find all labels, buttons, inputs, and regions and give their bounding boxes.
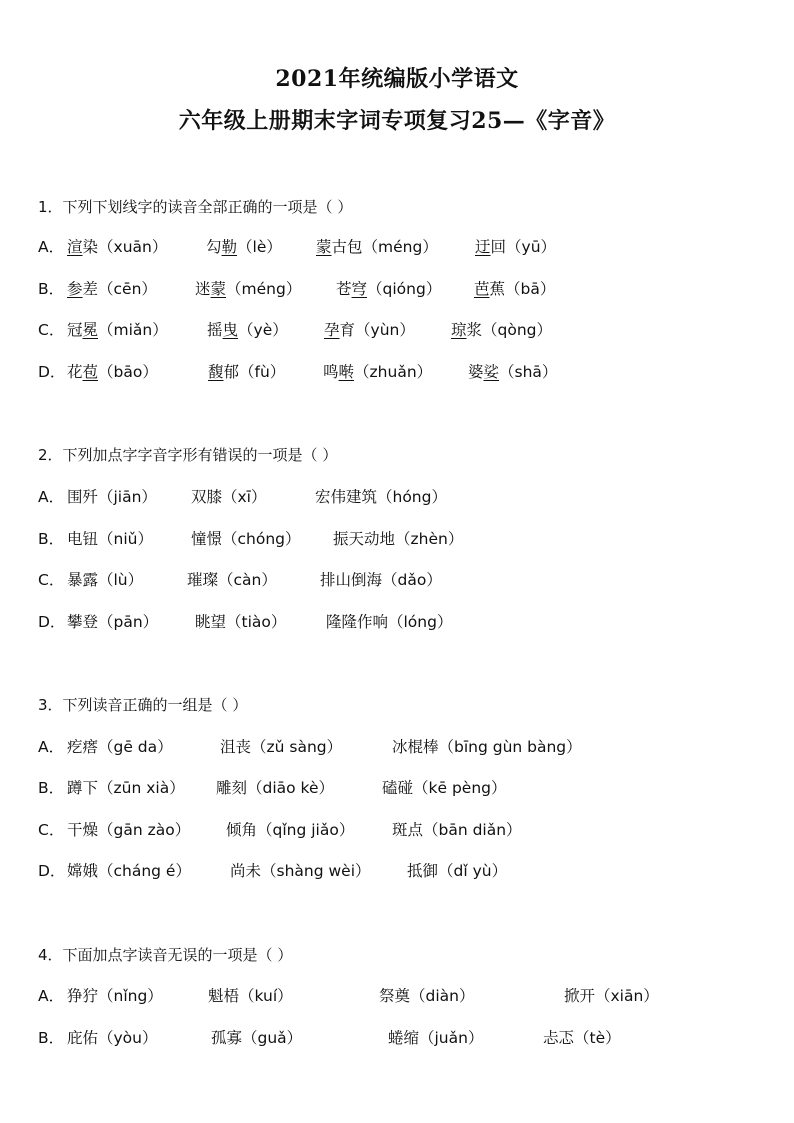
option-item: 芭蕉（bā） bbox=[474, 280, 556, 298]
option-label: B． bbox=[38, 280, 65, 298]
option-item: 掀开（xiān） bbox=[564, 987, 659, 1005]
option-item: 电钮（niǔ） bbox=[67, 530, 153, 548]
option-item: 忐忑（tè） bbox=[543, 1029, 621, 1047]
option-label: A． bbox=[38, 238, 65, 256]
underlined-char: 孕 bbox=[324, 321, 340, 339]
underlined-char: 蒙 bbox=[210, 280, 227, 298]
underlined-char: 苞 bbox=[82, 363, 99, 381]
underlined-char: 冕 bbox=[82, 321, 99, 339]
option-label: A． bbox=[38, 488, 65, 506]
option-item: 魁梧（kuí） bbox=[208, 987, 293, 1005]
underlined-char: 芭 bbox=[474, 280, 490, 298]
underlined-char: 渲 bbox=[67, 238, 83, 256]
option-item: 祭奠（diàn） bbox=[379, 987, 475, 1005]
option-item: 孤寡（guǎ） bbox=[211, 1029, 303, 1047]
option-item: 隆隆作响（lóng） bbox=[326, 613, 453, 631]
option-item: 苍穹（qióng） bbox=[336, 280, 442, 298]
option-label: A． bbox=[38, 987, 65, 1005]
option-item: 摇曳（yè） bbox=[207, 321, 288, 339]
option-item: 冠冕（miǎn） bbox=[67, 321, 168, 339]
question-1-stem: 1．下列下划线字的读音全部正确的一项是（ ） bbox=[38, 198, 353, 216]
option-label: C． bbox=[38, 571, 65, 589]
underlined-char: 蒙 bbox=[316, 238, 332, 256]
option-item: 蒙古包（méng） bbox=[316, 238, 438, 256]
question-4-stem: 4．下面加点字读音无误的一项是（ ） bbox=[38, 946, 293, 964]
option-item: 迷蒙（méng） bbox=[195, 280, 302, 298]
option-item: 憧憬（chóng） bbox=[191, 530, 301, 548]
option-item: 雕刻（diāo kè） bbox=[216, 779, 335, 797]
title-line-1: 2021年统编版小学语文 bbox=[275, 66, 519, 92]
underlined-char: 勒 bbox=[221, 238, 238, 256]
option-label: D． bbox=[38, 363, 66, 381]
underlined-char: 琼 bbox=[451, 321, 467, 339]
option-label: D． bbox=[38, 613, 66, 631]
underlined-char: 啭 bbox=[338, 363, 355, 381]
question-2-stem: 2．下列加点字字音字形有错误的一项是（ ） bbox=[38, 446, 338, 464]
option-item: 庇佑（yòu） bbox=[67, 1029, 158, 1047]
option-item: 琼浆（qòng） bbox=[451, 321, 553, 339]
option-item: 磕碰（kē pèng） bbox=[382, 779, 507, 797]
option-item: 斑点（bān diǎn） bbox=[392, 821, 522, 839]
option-item: 渲染（xuān） bbox=[67, 238, 168, 256]
option-item: 孕育（yùn） bbox=[324, 321, 415, 339]
option-item: 排山倒海（dǎo） bbox=[320, 571, 442, 589]
option-item: 蹲下（zūn xià） bbox=[67, 779, 185, 797]
option-item: 干燥（gān zào） bbox=[67, 821, 191, 839]
option-item: 暴露（lù） bbox=[67, 571, 144, 589]
option-item: 嫦娥（cháng é） bbox=[67, 862, 191, 880]
underlined-char: 娑 bbox=[483, 363, 500, 381]
option-item: 倾角（qǐng jiǎo） bbox=[226, 821, 355, 839]
option-item: 参差（cēn） bbox=[67, 280, 157, 298]
option-item: 攀登（pān） bbox=[67, 613, 159, 631]
option-item: 抵御（dǐ yù） bbox=[407, 862, 508, 880]
option-item: 勾勒（lè） bbox=[206, 238, 282, 256]
option-item: 振天动地（zhèn） bbox=[333, 530, 464, 548]
option-item: 鸣啭（zhuǎn） bbox=[323, 363, 433, 381]
option-label: B． bbox=[38, 779, 65, 797]
option-label: B． bbox=[38, 530, 65, 548]
option-label: C． bbox=[38, 321, 65, 339]
question-3-stem: 3．下列读音正确的一组是（ ） bbox=[38, 696, 248, 714]
underlined-char: 穹 bbox=[351, 280, 368, 298]
option-item: 迂回（yū） bbox=[475, 238, 557, 256]
option-item: 蜷缩（juǎn） bbox=[388, 1029, 484, 1047]
title-line-2: 六年级上册期末字词专项复习25—《字音》 bbox=[178, 108, 616, 134]
underlined-char: 迂 bbox=[475, 238, 491, 256]
option-item: 沮丧（zǔ sàng） bbox=[220, 738, 343, 756]
option-item: 璀璨（càn） bbox=[187, 571, 277, 589]
option-item: 馥郁（fù） bbox=[208, 363, 286, 381]
option-item: 花苞（bāo） bbox=[67, 363, 158, 381]
option-item: 尚未（shàng wèi） bbox=[230, 862, 371, 880]
option-label: B． bbox=[38, 1029, 65, 1047]
option-item: 围歼（jiān） bbox=[67, 488, 157, 506]
option-label: C． bbox=[38, 821, 65, 839]
underlined-char: 参 bbox=[67, 280, 83, 298]
underlined-char: 馥 bbox=[208, 363, 224, 381]
option-item: 眺望（tiào） bbox=[195, 613, 287, 631]
underlined-char: 曳 bbox=[222, 321, 239, 339]
option-item: 冰棍棒（bīng gùn bàng） bbox=[392, 738, 582, 756]
option-label: D． bbox=[38, 862, 66, 880]
option-item: 婆娑（shā） bbox=[468, 363, 558, 381]
option-item: 疙瘩（gē da） bbox=[67, 738, 173, 756]
option-item: 狰狞（nǐng） bbox=[67, 987, 163, 1005]
option-item: 双膝（xī） bbox=[191, 488, 267, 506]
option-item: 宏伟建筑（hóng） bbox=[315, 488, 447, 506]
option-label: A． bbox=[38, 738, 65, 756]
